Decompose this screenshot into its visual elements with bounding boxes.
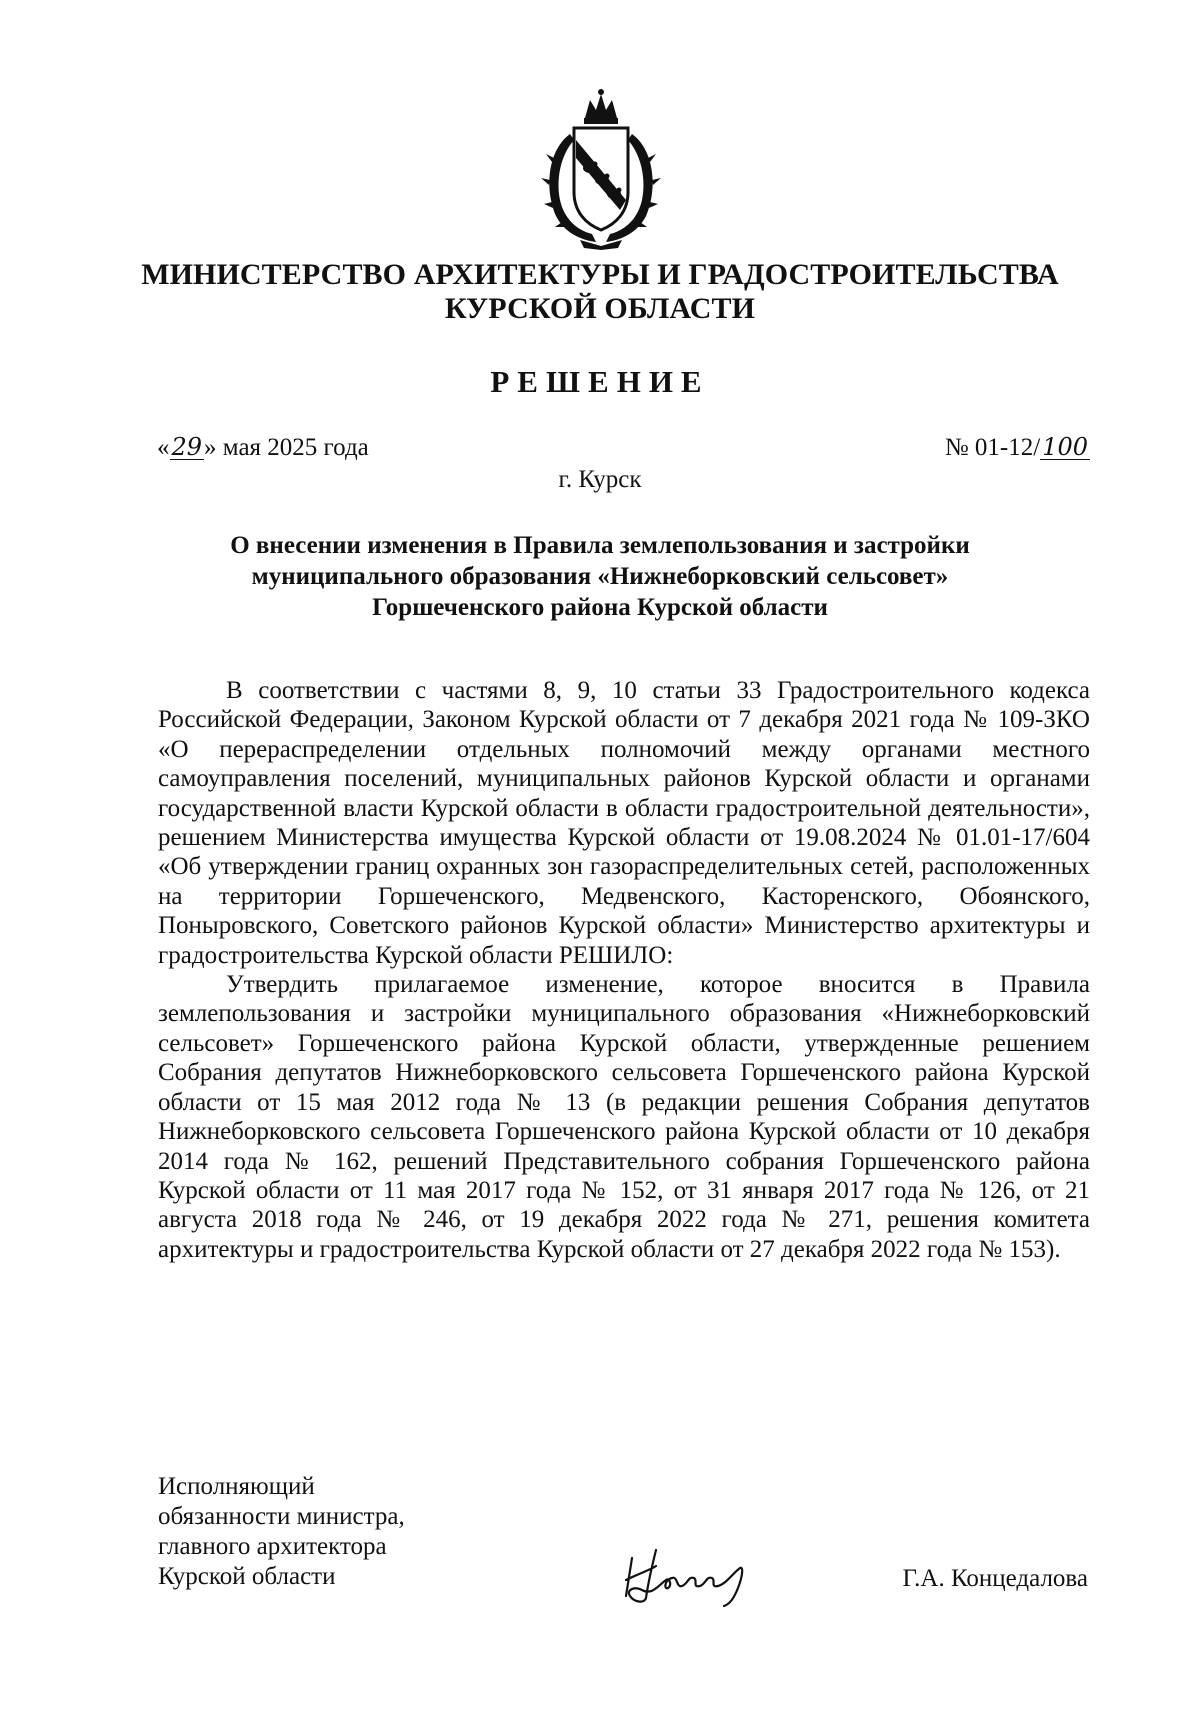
- body-paragraph-2: Утвердить прилагаемое изменение, которое вносится в Правила землепользования и застройки муниципального образования «Нижнеборковский сельсовет» Горшеченского района Курской области, утвержденные решением Собрания депутатов Нижнеборковского сельсовета Горшеченского района Курской области от 15 мая 2012 года № 13 (в редакции решения Собрания депутатов Нижнеборковского сельсовета Горшеченского района Курской области от 10 декабря 2014 года № 162, решений Представительного собрания Горшеченского района Курской области от 11 мая 2017 года № 152, от 31 января 2017 года № 126, от 21 августа 2018 года № 246, от 19 декабря 2022 года № 271, решения комитета архитектуры и градостроительства Курской области от 27 декабря 2022 года № 153).: [158, 971, 1090, 1263]
- signer-position-line-4: Курской области: [158, 1563, 336, 1590]
- ministry-name-line-2: КУРСКОЙ ОБЛАСТИ: [444, 292, 756, 325]
- subject-line-3: Горшеченского района Курской области: [372, 594, 828, 621]
- ministry-name: [120, 258, 1080, 326]
- signer-position-line-3: главного архитектора: [158, 1533, 387, 1560]
- signer-position-line-1: Исполняющий: [158, 1473, 315, 1500]
- date-open-quote: «: [157, 434, 170, 461]
- handwritten-signature-icon: [612, 1540, 772, 1610]
- signer-name: Г.А. Концедалова: [902, 1565, 1088, 1592]
- document-city: г. Курск: [558, 466, 642, 493]
- ministry-name-line-1: МИНИСТЕРСТВО АРХИТЕКТУРЫ И ГРАДОСТРОИТЕЛЬСТВА: [141, 258, 1059, 291]
- signer-position: [158, 1472, 405, 1592]
- document-subject: [120, 530, 1080, 623]
- coat-of-arms-icon: [540, 88, 662, 250]
- subject-line-1: О внесении изменения в Правила землепользования и застройки: [230, 532, 970, 559]
- document-body: [158, 676, 1090, 1264]
- document-type-title: РЕШЕНИЕ: [490, 364, 710, 399]
- body-paragraph-1: В соответствии с частями 8, 9, 10 статьи 33 Градостроительного кодекса Российской Федерации, Законом Курской области от 7 декабря 2021 года № 109-ЗКО «О перераспределении отдельных полномочий между органами местного самоуправления поселений, муниципальных районов Курской области и органами государственной власти Курской области в области градостроительной деятельности», решением Министерства имущества Курской области от 19.08.2024 № 01.01-17/604 «Об утверждении границ охранных зон газораспределительных сетей, расположенных на территории Горшеченского, Медвенского, Касторенского, Обоянского, Поныровского, Советского районов Курской области» Министерство архитектуры и градостроительства Курской области РЕШИЛО:: [158, 677, 1090, 969]
- date-month-year: » мая 2025 года: [204, 434, 369, 461]
- document-number-handwritten: 100: [1042, 433, 1088, 461]
- subject-line-2: муниципального образования «Нижнеборковский сельсовет»: [251, 563, 949, 590]
- signer-position-line-2: обязанности министра,: [158, 1503, 405, 1530]
- document-date: [157, 434, 369, 462]
- document-number: [945, 434, 1090, 462]
- document-number-prefix: № 01-12/: [944, 434, 1041, 461]
- date-day-handwritten: 29: [171, 433, 203, 461]
